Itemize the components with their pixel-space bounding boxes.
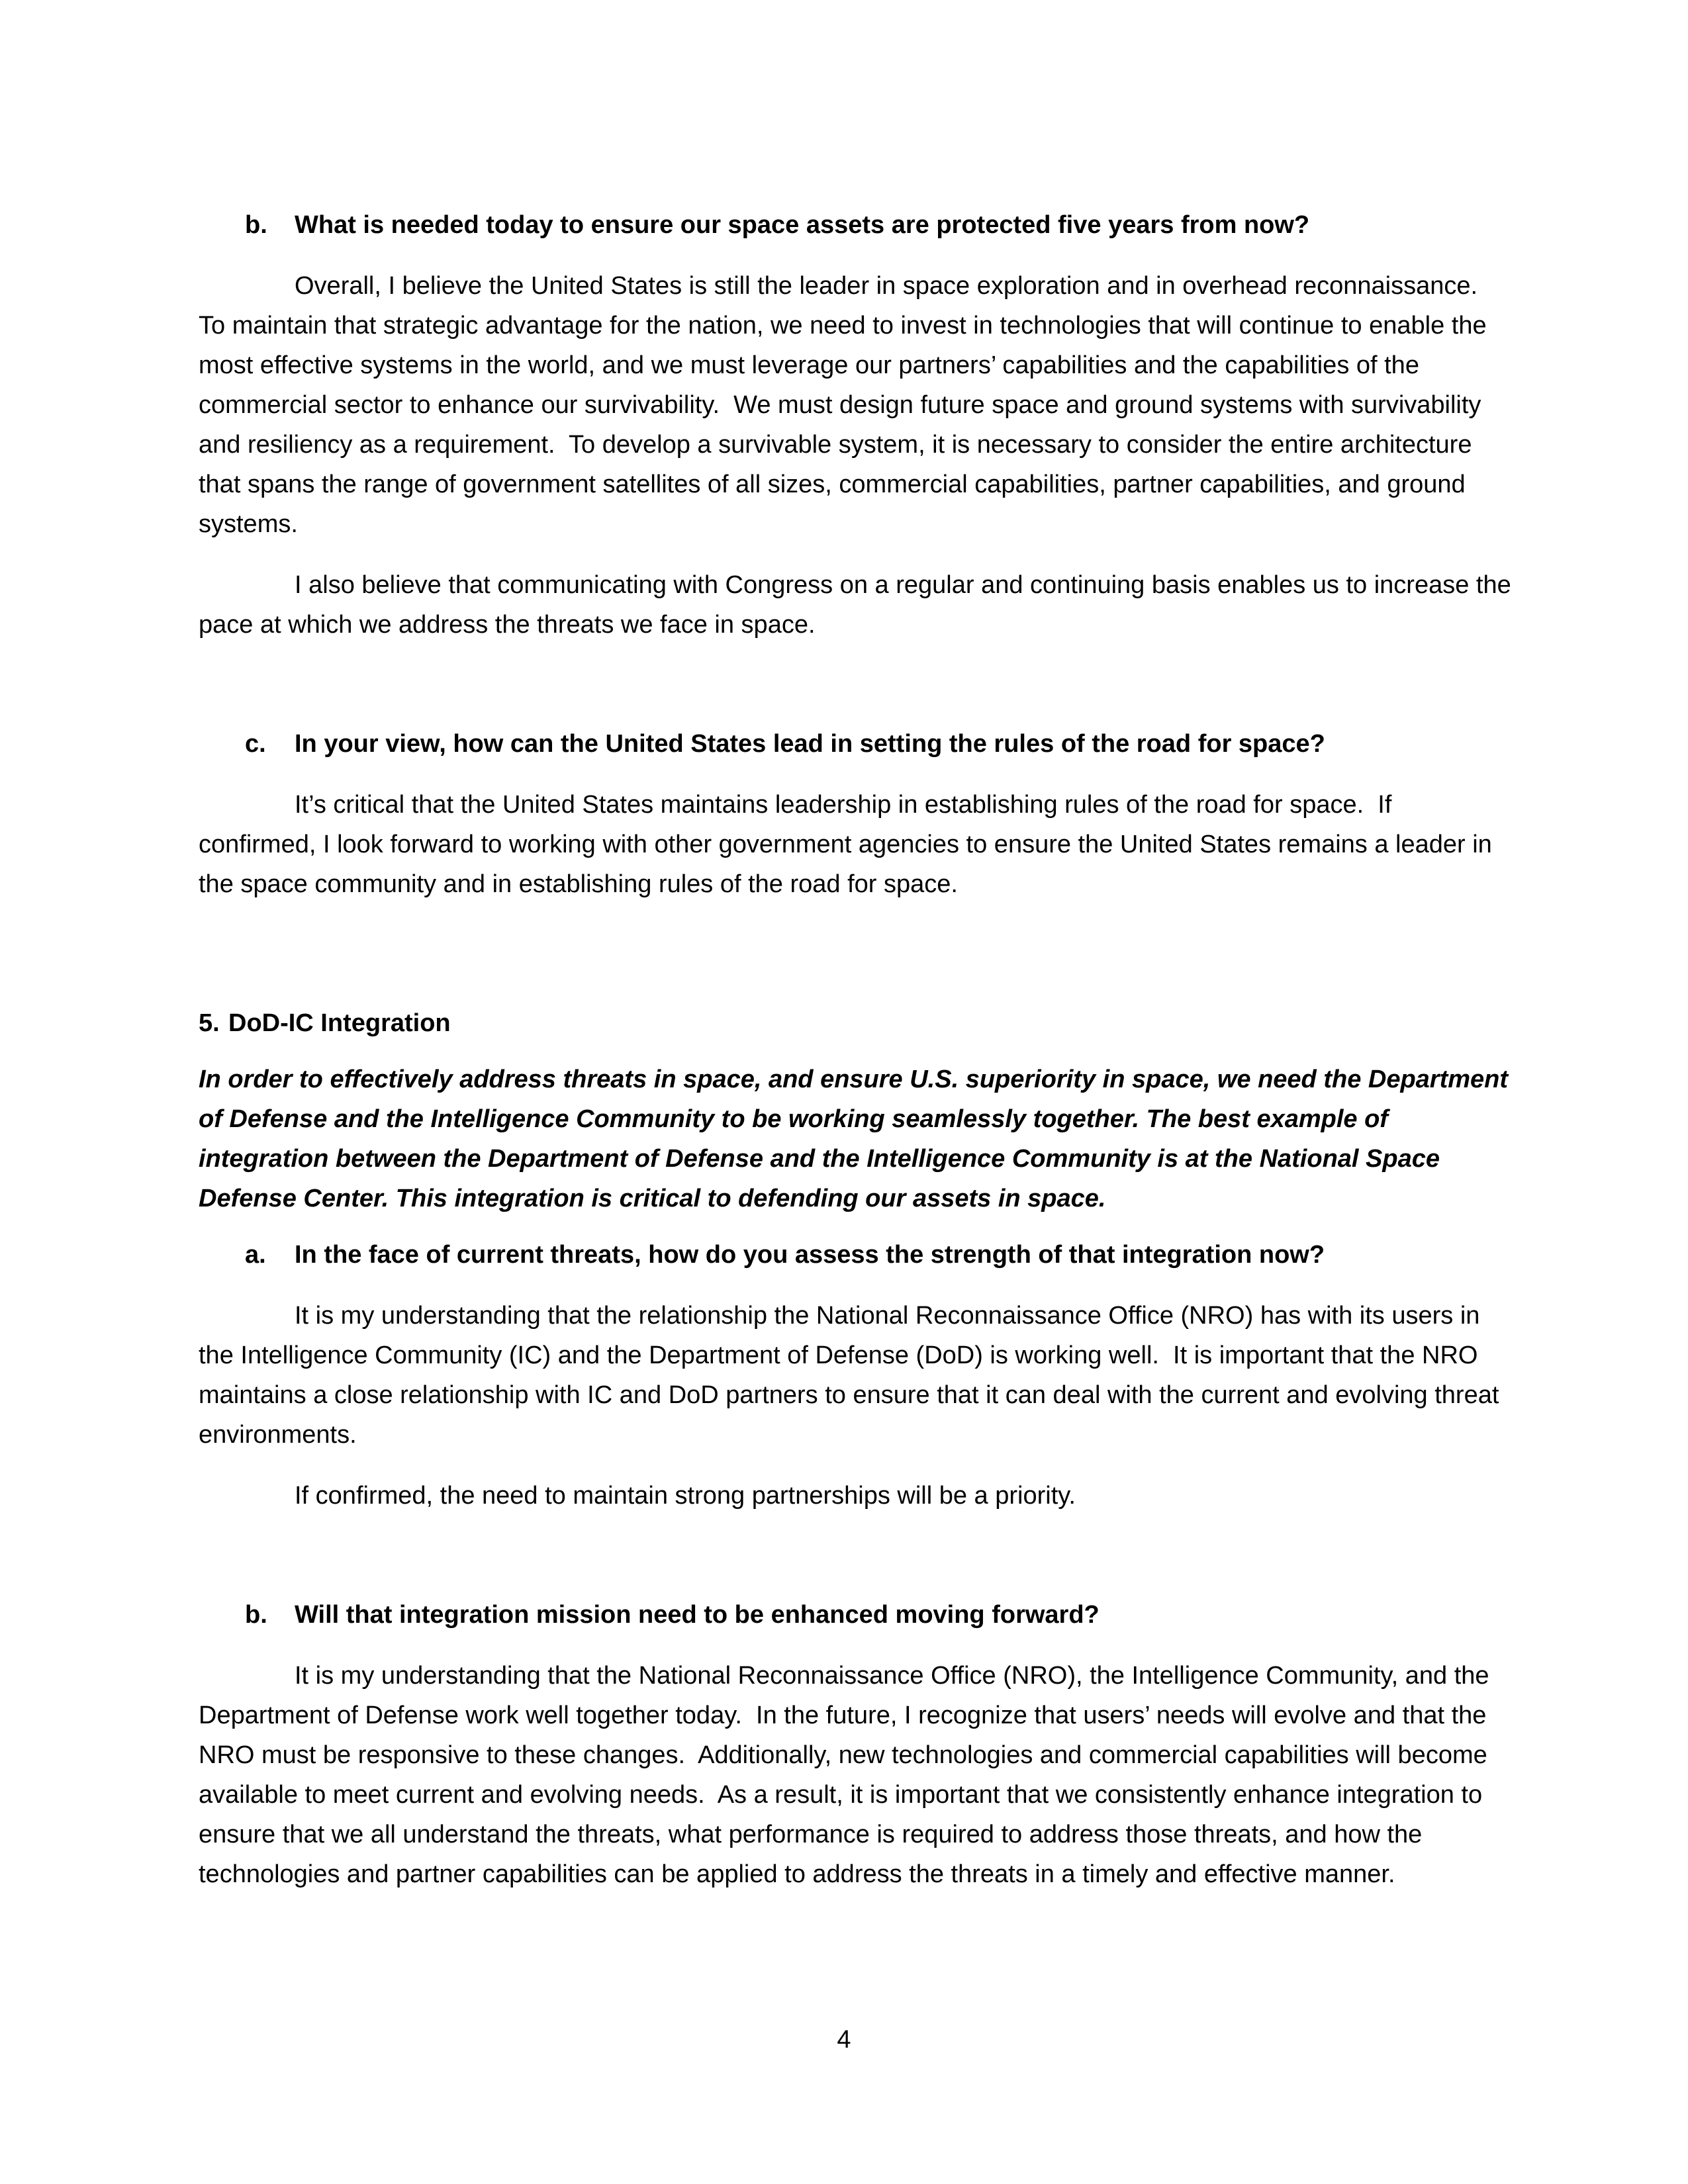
question-text: In the face of current threats, how do you assess the strength of that integration now? (295, 1241, 1325, 1269)
answer-paragraph: I also believe that communicating with Congress on a regular and continuing basis enables us to increase the pace at which we address the threats we face in space. (199, 571, 1519, 639)
section-heading-5 (199, 1003, 1516, 1043)
section-number: 5. (199, 1009, 220, 1037)
page-number: 4 (837, 2026, 851, 2054)
answer-paragraph: It is my understanding that the National Reconnaissance Office (NRO), the Intelligence Community, and the Department of Defense work well together today. In the future, I recognize that users’ needs will evolve and that the NRO must be responsive to these changes. Additionally, new technologies and commercial capabilities will become available to meet current and evolving needs. As a result, it is important that we consistently enhance integration to ensure that we all understand the threats, what performance is required to address those threats, and how the technologies and partner capabilities can be applied to address the threats in a timely and effective manner. (199, 1662, 1497, 1888)
question-heading-a (199, 1235, 1516, 1275)
question-text: Will that integration mission need to be enhanced moving forward? (295, 1601, 1100, 1629)
question-heading-c (199, 724, 1516, 764)
question-heading-b2 (199, 1595, 1516, 1635)
answer-paragraph: Overall, I believe the United States is still the leader in space exploration and in overhead reconnaissance. To maintain that strategic advantage for the nation, we need to invest in technologies that will continue to enable the most effective systems in the world, and we must leverage our partners’ capabilities and the capabilities of the commercial sector to enhance our survivability. We must design future space and ground systems with survivability and resiliency as a requirement. To develop a survivable system, it is necessary to consider the entire architecture that spans the range of government satellites of all sizes, commercial capabilities, partner capabilities, and ground systems. (199, 272, 1494, 538)
question-heading-b (199, 205, 1516, 245)
question-text: In your view, how can the United States lead in setting the rules of the road for space? (295, 730, 1325, 758)
question-label: b. (245, 1601, 267, 1629)
answer-paragraph: It is my understanding that the relationship the National Reconnaissance Office (NRO) has with its users in the Intelligence Community (IC) and the Department of Defense (DoD) is working well. It is important that the NRO maintains a close relationship with IC and DoD partners to ensure that it can deal with the current and evolving threat environments. (199, 1302, 1506, 1449)
document-body (199, 205, 1519, 1894)
question-label: a. (245, 1241, 266, 1269)
section-title: DoD-IC Integration (228, 1009, 451, 1037)
section-lead-paragraph: In order to effectively address threats in space, and ensure U.S. superiority in space, we need the Department of Defense and the Intelligence Community to be working seamlessly together. The best example of integration between the Department of Defense and the Intelligence Community is at the National Space Defense Center. This integration is critical to defending our assets in space. (199, 1066, 1515, 1212)
question-label: c. (245, 730, 266, 758)
question-text: What is needed today to ensure our space assets are protected five years from now? (295, 211, 1310, 239)
question-label: b. (245, 211, 267, 239)
answer-paragraph: If confirmed, the need to maintain strong partnerships will be a priority. (295, 1482, 1076, 1510)
answer-paragraph: It’s critical that the United States maintains leadership in establishing rules of the road for space. If confirmed, I look forward to working with other government agencies to ensure the United States remains a leader in the space community and in establishing rules of the road for space. (199, 791, 1499, 898)
